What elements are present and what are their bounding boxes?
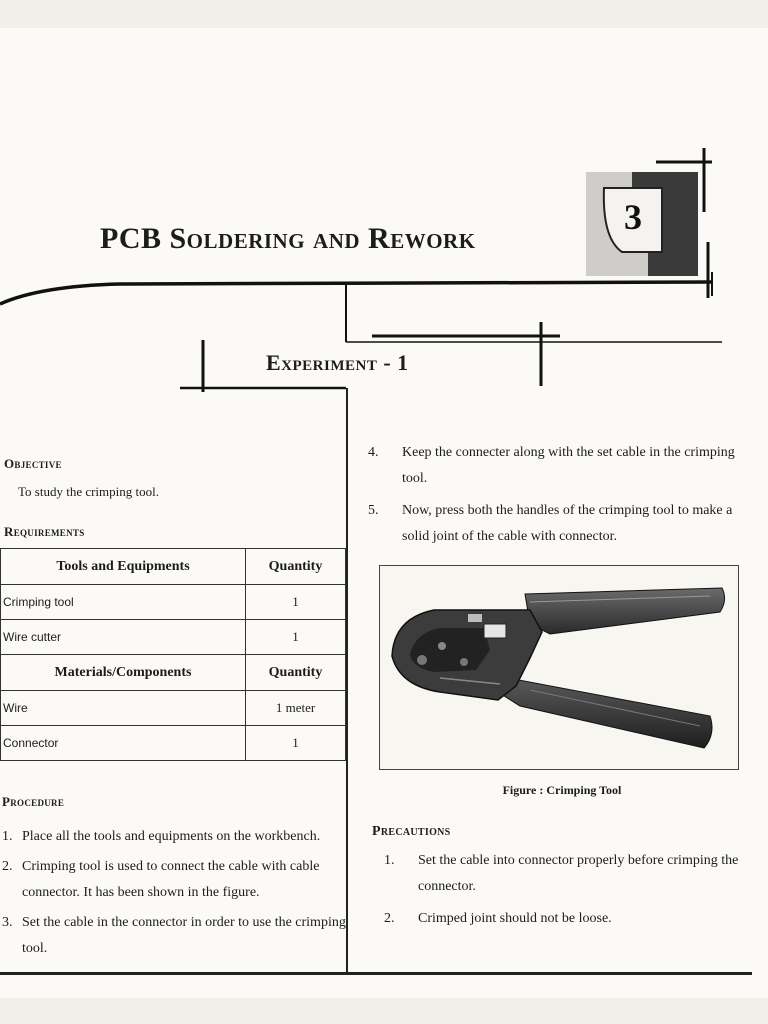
precaution-text: Set the cable into connector properly before crimping the connector. <box>418 853 739 894</box>
material-quantity: 1 <box>246 726 346 761</box>
list-item <box>2 854 354 906</box>
objective-text: To study the crimping tool. <box>18 484 159 499</box>
precaution-number: 2. <box>384 911 395 926</box>
tool-name: Crimping tool <box>1 585 246 620</box>
chapter-title: PCB Soldering and Rework <box>100 222 476 255</box>
crimping-tool-image <box>380 566 738 769</box>
procedure-heading: Procedure <box>2 794 65 809</box>
precautions-heading: Precautions <box>372 824 451 839</box>
list-item <box>368 498 740 550</box>
list-item <box>384 848 754 900</box>
procedure-list-left <box>2 824 354 966</box>
list-item <box>2 824 354 850</box>
precaution-text: Crimped joint should not be loose. <box>418 911 612 926</box>
tool-name: Wire cutter <box>1 620 246 655</box>
step-text: Set the cable in the connector in order to use the crimping tool. <box>22 915 346 956</box>
table-row <box>1 585 346 620</box>
table-row <box>1 726 346 761</box>
table-header-row <box>1 655 346 691</box>
tool-quantity: 1 <box>246 585 346 620</box>
list-item <box>2 910 354 962</box>
table-header-row <box>1 549 346 585</box>
quantity-column-header: Quantity <box>246 549 346 585</box>
crimping-tool-figure <box>379 565 739 770</box>
step-number: 5. <box>368 503 379 518</box>
step-number: 3. <box>2 915 13 930</box>
figure-caption: Figure : Crimping Tool <box>502 783 622 797</box>
chapter-number: 3 <box>624 197 642 237</box>
step-text: Keep the connecter along with the set cable in the crimping tool. <box>402 445 735 486</box>
procedure-list-right <box>368 440 740 556</box>
step-number: 4. <box>368 445 379 460</box>
step-text: Crimping tool is used to connect the cable with cable connector. It has been shown in the figure. <box>22 859 320 900</box>
material-name: Wire <box>1 691 246 726</box>
material-name: Connector <box>1 726 246 761</box>
quantity-column-header: Quantity <box>246 655 346 691</box>
requirements-heading: Requirements <box>4 524 85 539</box>
step-text: Now, press both the handles of the crimping tool to make a solid joint of the cable with connector. <box>402 503 733 544</box>
material-quantity: 1 meter <box>246 691 346 726</box>
objective-heading: Objective <box>4 456 62 471</box>
precautions-list <box>384 848 754 938</box>
table-row <box>1 620 346 655</box>
requirements-table <box>0 548 346 761</box>
tool-quantity: 1 <box>246 620 346 655</box>
tools-column-header: Tools and Equipments <box>1 549 246 585</box>
step-number: 2. <box>2 859 13 874</box>
step-number: 1. <box>2 829 13 844</box>
list-item <box>384 906 754 932</box>
table-row <box>1 691 346 726</box>
list-item <box>368 440 740 492</box>
materials-column-header: Materials/Components <box>1 655 246 691</box>
bottom-rule <box>0 972 752 975</box>
precaution-number: 1. <box>384 853 395 868</box>
experiment-title: Experiment - 1 <box>266 350 409 375</box>
step-text: Place all the tools and equipments on the workbench. <box>22 829 321 844</box>
